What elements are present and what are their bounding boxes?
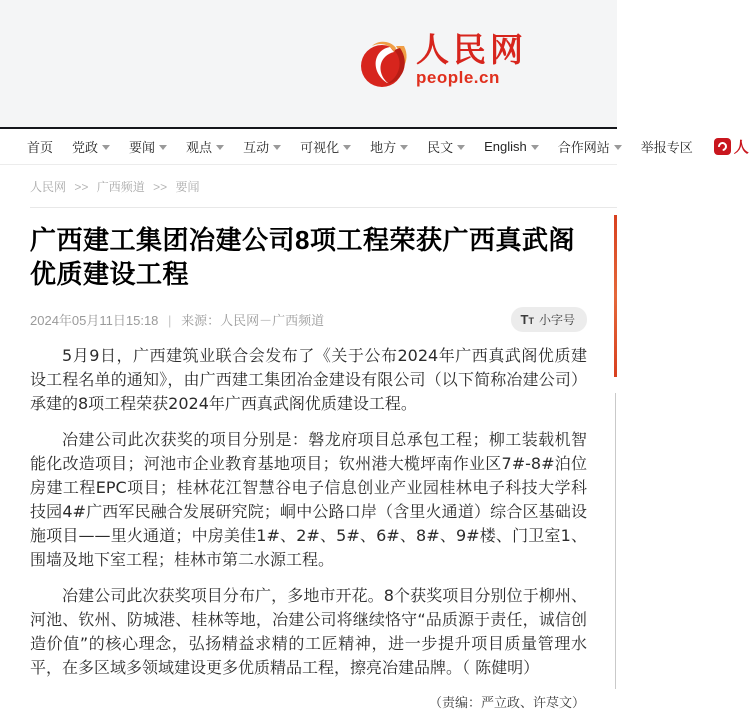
chevron-down-icon [273, 145, 281, 150]
chevron-down-icon [457, 145, 465, 150]
nav-item-english[interactable] [484, 139, 539, 154]
article-source: 来源：人民网－广西频道 [181, 313, 325, 328]
nav-label: 互动 [243, 140, 270, 155]
editor-credit: （责编：严立政、许荩文） [428, 695, 585, 710]
breadcrumb-link-peoplecn[interactable]: 人民网 [30, 180, 67, 194]
chevron-down-icon [159, 145, 167, 150]
article-paragraph: 5月9日，广西建筑业联合会发布了《关于公布2024年广西真武阁优质建设工程名单的通知》，由广西建工集团冶金建设有限公司（以下简称冶建公司）承建的8项工程荣获2024年广西真武阁优质建设工程。 [30, 346, 587, 413]
nav-item-dangzheng[interactable] [72, 137, 110, 156]
right-floating-panel-edge [614, 215, 617, 377]
nav-label: 首页 [27, 140, 54, 155]
font-size-button-label: 小字号 [538, 313, 575, 327]
breadcrumb-link-guangxi-channel[interactable]: 广西频道 [96, 180, 145, 194]
nav-label: 举报专区 [640, 140, 693, 155]
right-divider-edge [615, 393, 616, 689]
nav-item-keshihua[interactable] [300, 137, 351, 156]
people-cn-logo[interactable] [360, 32, 527, 94]
nav-label: 合作网站 [557, 140, 610, 155]
people-cn-globe-icon [360, 32, 408, 94]
main-navbar [0, 127, 749, 165]
article-date: 2024年05月11日15:18 [30, 313, 159, 328]
chevron-down-icon [400, 145, 408, 150]
article-top-divider [30, 207, 617, 208]
nav-item-hudong[interactable] [243, 137, 281, 156]
badge-label: 人 [733, 139, 749, 156]
article-meta [30, 307, 587, 332]
article-body [30, 344, 587, 680]
people-daily-badge[interactable] [714, 136, 749, 157]
chevron-down-icon [343, 145, 351, 150]
breadcrumb-link-yaowen[interactable]: 要闻 [175, 180, 200, 194]
breadcrumb [0, 165, 617, 207]
article [0, 223, 617, 711]
breadcrumb-separator: >> [153, 180, 168, 194]
nav-label: English [484, 139, 527, 154]
nav-item-home[interactable] [27, 137, 53, 156]
article-title: 广西建工集团冶建公司8项工程荣获广西真武阁优质建设工程 [30, 225, 575, 289]
site-header [0, 0, 617, 127]
logo-text-cn: 人民网 [416, 30, 527, 69]
chevron-down-icon [614, 145, 622, 150]
nav-item-difang[interactable] [370, 137, 408, 156]
chevron-down-icon [531, 145, 539, 150]
breadcrumb-separator: >> [74, 180, 89, 194]
text-size-icon: TT [520, 312, 534, 327]
chevron-down-icon [216, 145, 224, 150]
nav-item-hezuowangzhan[interactable] [558, 137, 622, 156]
logo-text-en: people.cn [416, 68, 500, 87]
article-meta-left [30, 310, 324, 329]
article-paragraph: 冶建公司此次获奖项目分布广，多地市开花。8个获奖项目分别位于柳州、河池、钦州、防城港、桂林等地，冶建公司将继续恪守“品质源于责任，诚信创造价值”的核心理念，弘扬精益求精的工匠精神，进一步提升项目质量管理水平，在多区域多领域建设更多优质精品工程，擦亮冶建品牌。（ 陈健明） [30, 586, 587, 677]
meta-separator: | [168, 313, 172, 328]
nav-label: 党政 [72, 140, 99, 155]
nav-label: 观点 [186, 140, 213, 155]
chevron-down-icon [102, 145, 110, 150]
nav-label: 可视化 [300, 140, 340, 155]
nav-item-yaowen[interactable] [129, 137, 167, 156]
nav-item-jubaozhuanqu[interactable] [641, 137, 693, 156]
nav-item-guandian[interactable] [186, 137, 224, 156]
article-paragraph: 冶建公司此次获奖的项目分别是：磐龙府项目总承包工程；柳工装载机智能化改造项目；河池市企业教育基地项目；钦州港大榄坪南作业区7#-8#泊位房建工程EPC项目；桂林花江智慧谷电子信息创业产业园桂林电子科技大学科技园4#广西军民融合发展研究院；峒中公路口岸（含里火通道）综合区基础设施项目——里火通道；中房美佳1#、2#、5#、6#、8#、9#楼、门卫室1、围墙及地下室工程；桂林市第二水源工程。 [30, 430, 587, 569]
nav-item-minwen[interactable] [427, 137, 465, 156]
font-size-button[interactable] [511, 307, 587, 332]
people-daily-icon [714, 138, 731, 155]
nav-label: 地方 [370, 140, 397, 155]
nav-label: 民文 [427, 140, 454, 155]
nav-label: 要闻 [129, 140, 156, 155]
